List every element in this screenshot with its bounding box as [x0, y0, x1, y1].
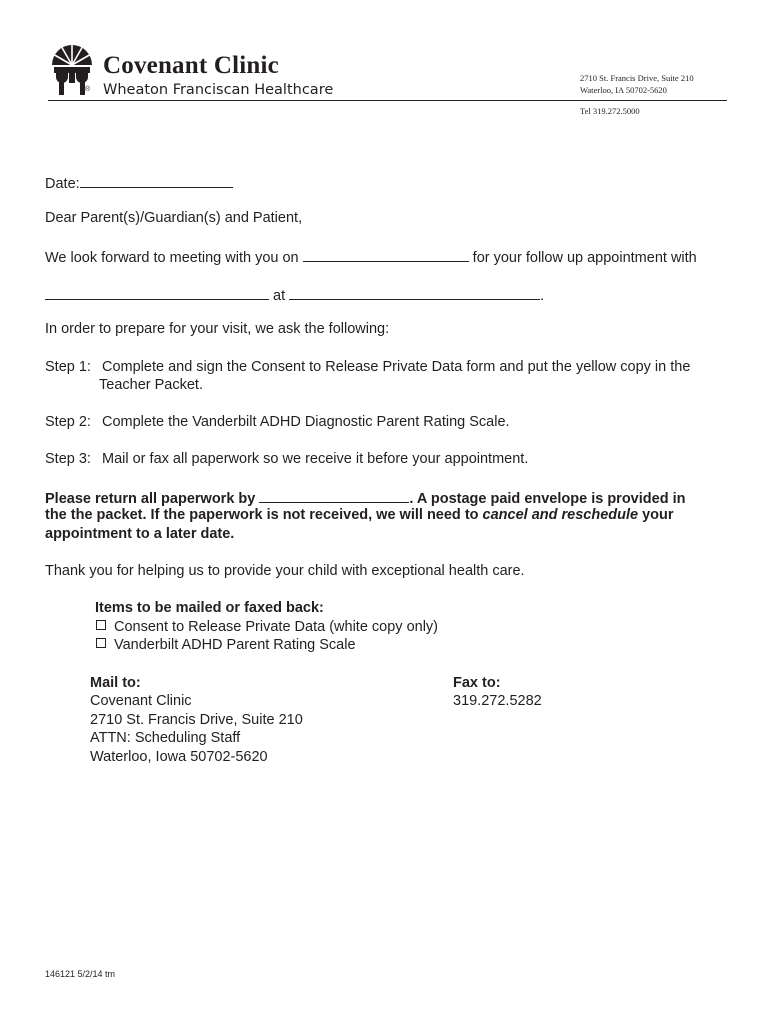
date-line: [45, 173, 233, 192]
step3-label: Step 3:: [45, 451, 91, 467]
list-item: [96, 637, 356, 653]
mail-line: ATTN: Scheduling Staff: [90, 730, 241, 746]
greeting: Dear Parent(s)/Guardian(s) and Patient,: [45, 210, 303, 226]
checkbox-icon[interactable]: [96, 638, 106, 648]
mail-line: Waterloo, Iowa 50702-5620: [90, 749, 268, 765]
step3-text: Mail or fax all paperwork so we receive it before your appointment.: [102, 451, 529, 467]
footer-code: 146121 5/2/14 tm: [45, 969, 116, 979]
address-line-1: 2710 St. Francis Drive, Suite 210: [580, 73, 694, 83]
cancel-reschedule-emphasis: cancel and reschedule: [482, 507, 639, 523]
return-text-before: Please return all paperwork by: [45, 491, 256, 507]
provider-field[interactable]: [45, 285, 269, 300]
mail-to-label: Mail to:: [90, 675, 141, 691]
thanks-text: Thank you for helping us to provide your child with exceptional health care.: [45, 563, 525, 579]
at-word: at: [273, 288, 286, 304]
date-label: Date:: [45, 176, 80, 192]
items-heading: Items to be mailed or faxed back:: [95, 600, 324, 616]
item-label: Vanderbilt ADHD Parent Rating Scale: [114, 637, 356, 653]
clinic-name: Covenant Clinic: [103, 52, 279, 79]
at-end: .: [540, 288, 545, 304]
return-line2: [45, 507, 674, 523]
return-line2-a: the the packet. If the paperwork is not received, we will need to: [45, 507, 479, 523]
step1-line1: Complete and sign the Consent to Release Private Data form and put the yellow copy in the: [102, 359, 691, 375]
return-date-field[interactable]: [259, 488, 409, 503]
date-field[interactable]: [80, 173, 233, 188]
return-line2-b: your: [642, 507, 674, 523]
return-line1: [45, 488, 685, 507]
prepare-text: In order to prepare for your visit, we ask the following:: [45, 321, 390, 337]
step1-label: Step 1:: [45, 359, 91, 375]
checkbox-icon[interactable]: [96, 620, 106, 630]
provider-line: [45, 285, 544, 304]
meeting-text-after: for your follow up appointment with: [472, 250, 697, 266]
registered-mark-icon: ®: [85, 86, 91, 93]
list-item: [96, 619, 438, 635]
mail-line: Covenant Clinic: [90, 693, 192, 709]
step2-text: Complete the Vanderbilt ADHD Diagnostic Parent Rating Scale.: [102, 414, 510, 430]
return-line3: appointment to a later date.: [45, 526, 235, 542]
clinic-subname: Wheaton Franciscan Healthcare: [103, 82, 334, 98]
phone-number: Tel 319.272.5000: [580, 106, 640, 116]
location-field[interactable]: [289, 285, 540, 300]
item-label: Consent to Release Private Data (white copy only): [114, 619, 438, 635]
meeting-line: [45, 247, 697, 266]
step1-line2: Teacher Packet.: [99, 377, 203, 393]
meeting-text-before: We look forward to meeting with you on: [45, 250, 299, 266]
mail-line: 2710 St. Francis Drive, Suite 210: [90, 712, 303, 728]
return-text-after: . A postage paid envelope is provided in: [409, 491, 686, 507]
address-line-2: Waterloo, IA 50702-5620: [580, 85, 667, 95]
fax-to-label: Fax to:: [453, 675, 501, 691]
fax-number: 319.272.5282: [453, 693, 542, 709]
header-rule: [48, 100, 727, 101]
step2-label: Step 2:: [45, 414, 91, 430]
appointment-date-field[interactable]: [303, 247, 469, 262]
